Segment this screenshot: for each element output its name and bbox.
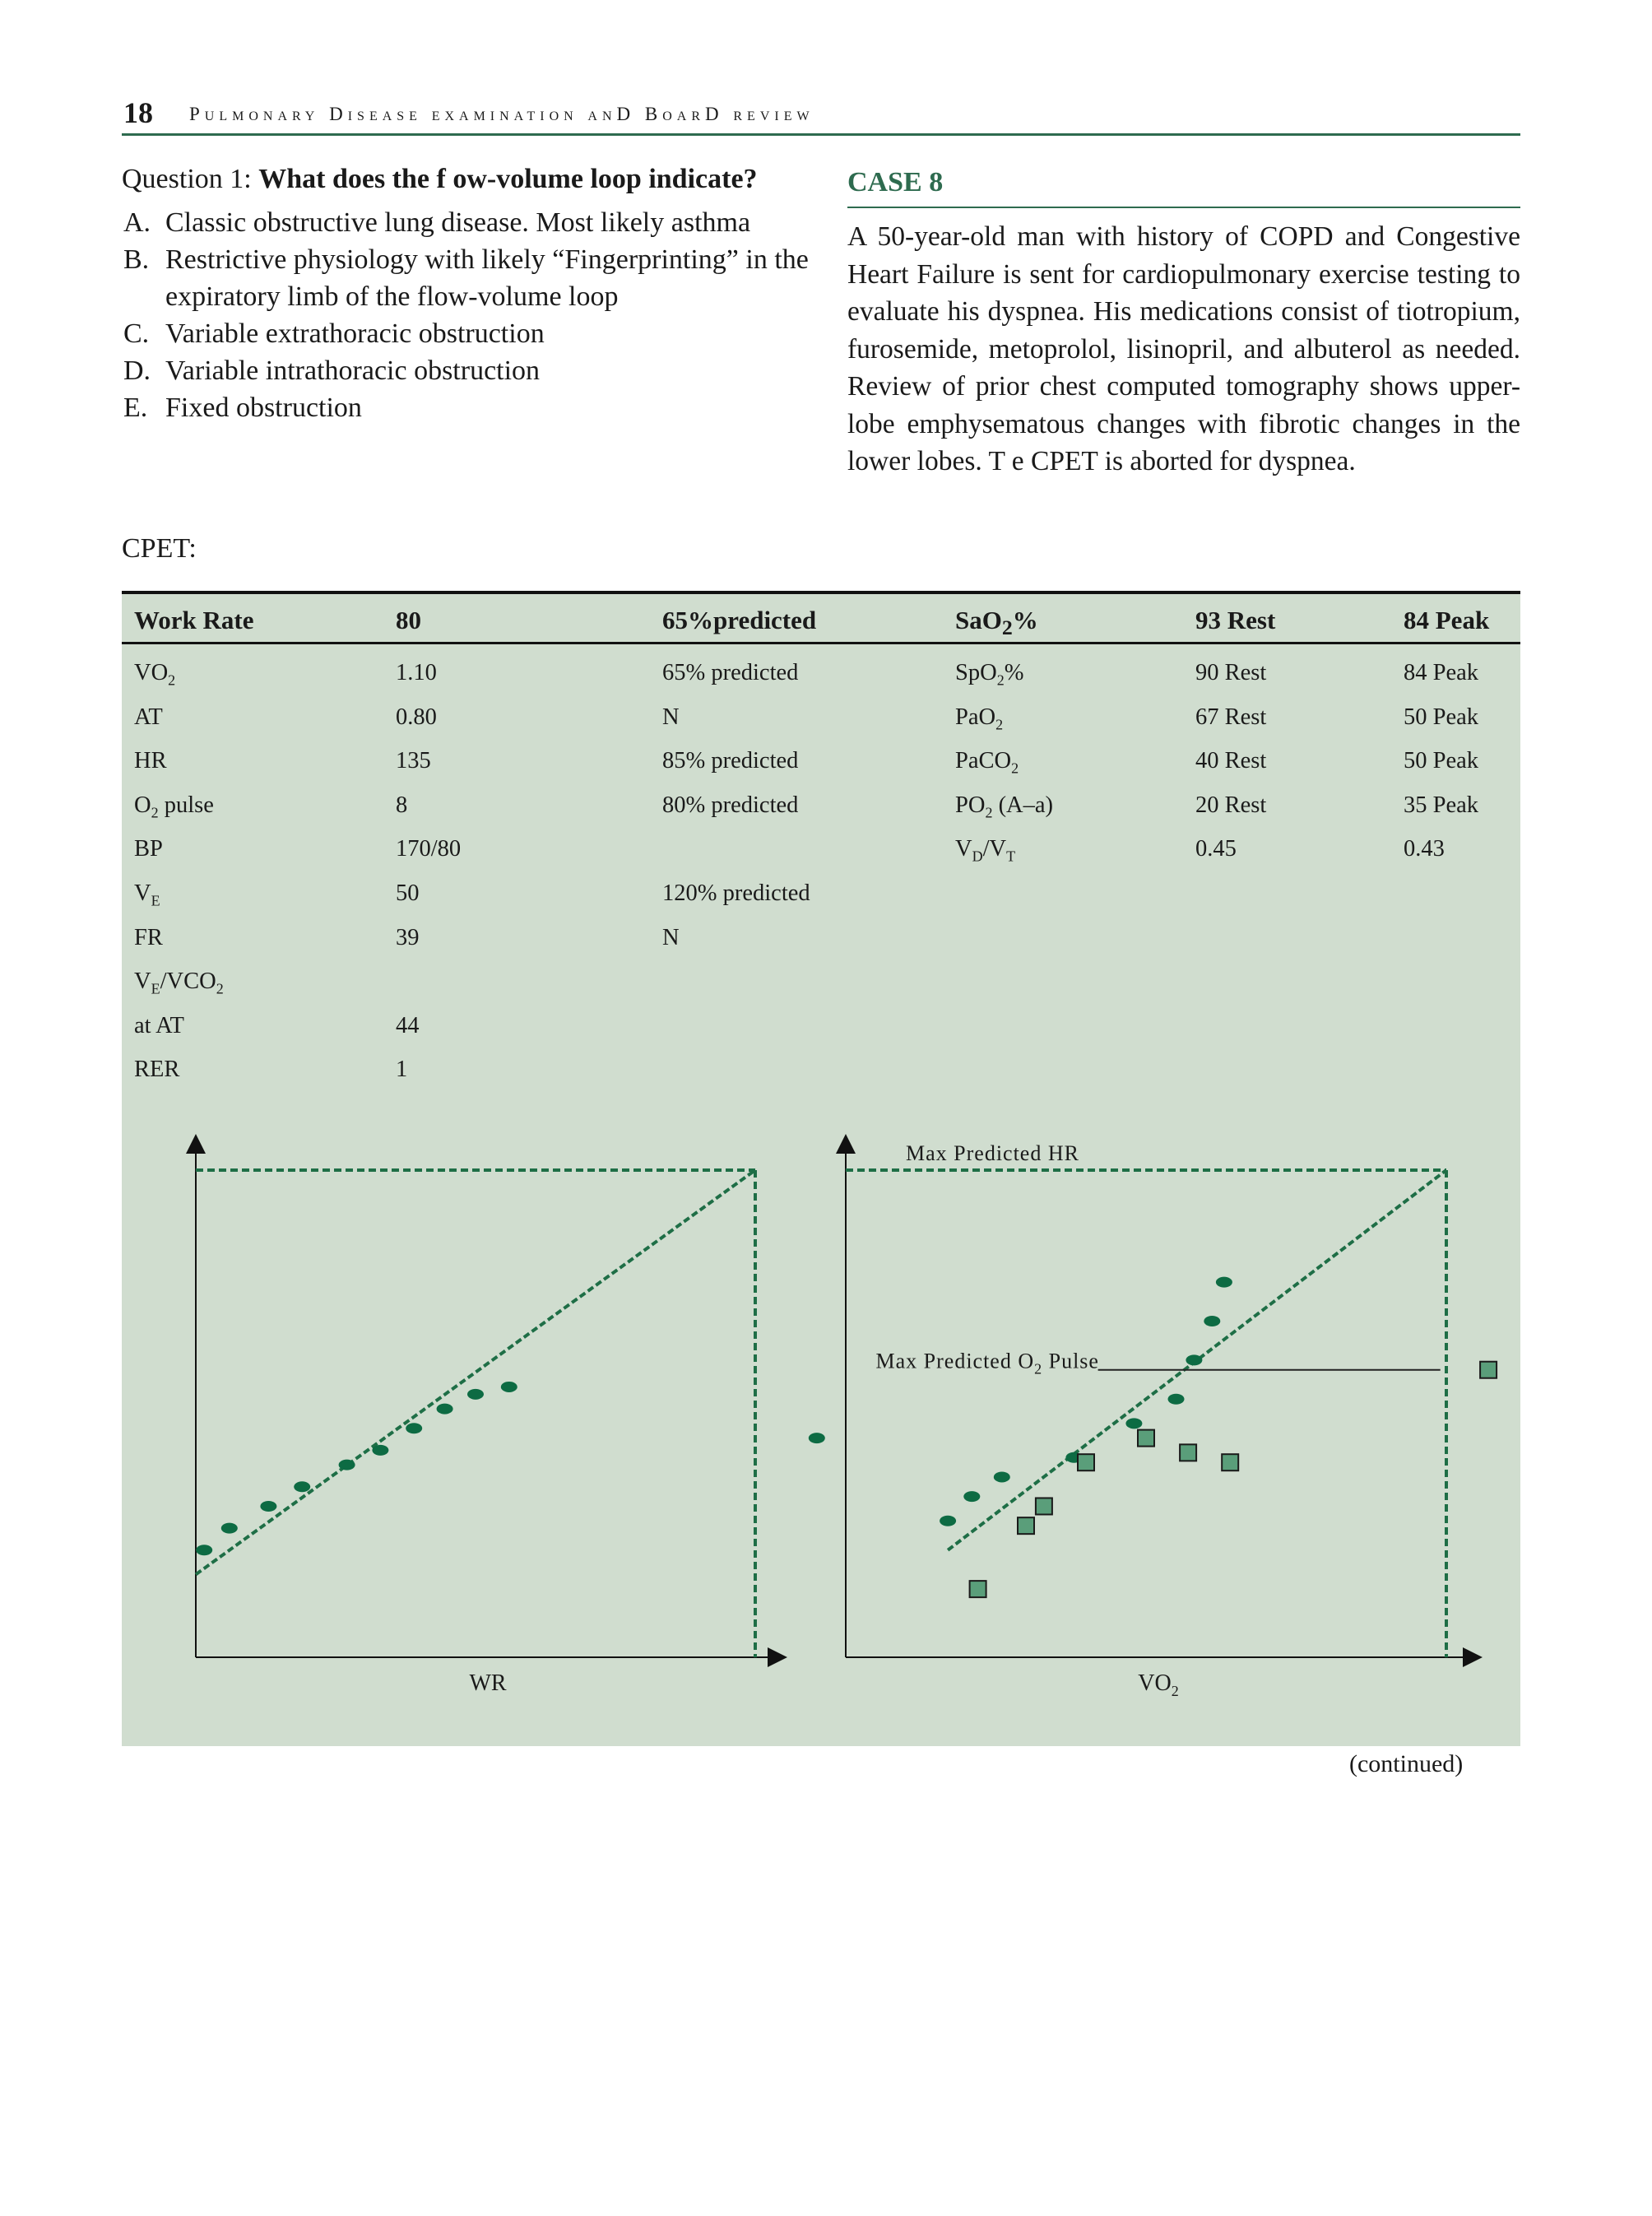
x-axis-label: $VO_2$ <box>1138 1670 1179 1699</box>
table-cell: $VO_2$ <box>134 660 176 689</box>
table-cell: BP <box>134 836 163 862</box>
table-cell: PaCO$_2$ <box>955 748 1019 777</box>
data-point <box>196 1545 212 1555</box>
data-point-square <box>1180 1444 1196 1461</box>
table-header <box>122 594 1520 644</box>
answer-option <box>122 389 829 426</box>
case-text: A 50-year-old man with history of COPD and Congestive Heart Failure is sent for cardiopulmonary exercise testing to evaluate his dyspnea. His medications consist of tiotropium, furosemide, metoprolol, lisinopril, and albuterol as needed. Review of prior chest computed tomography shows upper-lobe emphysematous changes with fibrotic changes in the lower lobes. T e CPET is aborted for dyspnea. <box>847 221 1520 476</box>
option-letter: D. <box>123 355 151 386</box>
question-prefix: Question 1: <box>122 164 259 194</box>
table-cell: $PO_2$ (A–a) <box>955 792 1054 821</box>
table-cell: $V_D/V_T$ <box>955 836 1016 866</box>
table-cell: RER <box>134 1057 180 1083</box>
table-cell: at AT <box>134 1012 184 1038</box>
option-text: Restrictive physiology with likely “Fingerprinting” in the expiratory limb of the flow-volume loop <box>165 244 809 312</box>
header-peak: 84 Peak <box>1404 606 1490 634</box>
table-cell: 50 Peak <box>1404 704 1479 730</box>
data-point <box>294 1481 310 1492</box>
case-block <box>847 167 1520 481</box>
cpet-label: CPET: <box>122 533 197 564</box>
table-cell: HR <box>134 748 167 774</box>
data-point <box>406 1423 422 1433</box>
answer-option <box>122 204 829 241</box>
option-text: Variable extrathoracic obstruction <box>165 318 545 349</box>
table-cell: AT <box>134 704 163 730</box>
answer-option <box>122 352 829 389</box>
answer-option <box>122 315 829 352</box>
data-point <box>1168 1394 1185 1405</box>
data-point <box>994 1471 1010 1482</box>
case-title: CASE 8 <box>847 167 1520 208</box>
table-cell: $O_2$ pulse <box>134 792 214 821</box>
continued-note: (continued) <box>1349 1750 1464 1777</box>
data-point-square <box>1138 1430 1154 1447</box>
data-point <box>940 1516 956 1526</box>
table-cell: 65% predicted <box>662 660 799 685</box>
table-cell: SpO$_2$% <box>955 660 1024 689</box>
page-header <box>122 92 1520 136</box>
table-cell: 84 Peak <box>1404 660 1479 685</box>
data-point <box>467 1389 484 1400</box>
data-point-square <box>1078 1454 1094 1470</box>
header-work-rate-predicted: 65%predicted <box>662 606 817 634</box>
table-cell: 1.10 <box>396 660 437 685</box>
table-cell: $V_E$ <box>134 880 160 909</box>
data-point-square <box>1018 1517 1034 1534</box>
data-point <box>501 1382 517 1392</box>
option-text: Fixed obstruction <box>165 393 362 423</box>
table-cell: 90 Rest <box>1195 660 1267 685</box>
table-cell: 80% predicted <box>662 792 799 818</box>
question-block <box>122 160 829 426</box>
cpet-charts <box>122 1121 1520 1746</box>
table-cell: 0.80 <box>396 704 437 730</box>
table-cell: N <box>662 924 680 950</box>
predicted-line <box>196 1170 755 1574</box>
table-cell: 0.43 <box>1404 836 1445 862</box>
table-cell: 1 <box>396 1057 408 1083</box>
table-cell: 50 <box>396 880 420 906</box>
data-point-square <box>970 1581 986 1597</box>
data-point <box>260 1501 276 1512</box>
header-rest: 93 Rest <box>1195 606 1276 634</box>
table-cell: 0.45 <box>1195 836 1237 862</box>
answer-options <box>122 204 829 426</box>
answer-option <box>122 241 829 315</box>
table-cell: 8 <box>396 792 408 818</box>
table-cell: 85% predicted <box>662 748 799 774</box>
table-cell: 50 Peak <box>1404 748 1479 774</box>
option-text: Variable intrathoracic obstruction <box>165 355 541 386</box>
table-cell: 44 <box>396 1012 420 1038</box>
data-point <box>372 1445 388 1456</box>
table-cell: PaO$_2$ <box>955 704 1004 733</box>
data-point <box>809 1433 825 1443</box>
header-work-rate-value: 80 <box>396 606 421 634</box>
table-cell: 40 Rest <box>1195 748 1267 774</box>
data-point <box>1216 1277 1232 1288</box>
running-head: Pulmonary Disease examination anD BoarD review <box>189 104 814 124</box>
data-point-square <box>1222 1454 1238 1470</box>
table-cell: 39 <box>396 924 420 950</box>
header-work-rate: Work Rate <box>134 606 254 634</box>
data-point-square <box>1036 1498 1052 1514</box>
option-text: Classic obstructive lung disease. Most likely asthma <box>165 207 751 238</box>
table-cell: $V_E/VCO_2$ <box>134 969 224 997</box>
data-point <box>1186 1354 1202 1365</box>
x-axis-label: WR <box>469 1670 507 1696</box>
table-cell: 135 <box>396 748 431 774</box>
option-letter: C. <box>123 318 150 349</box>
data-point <box>1125 1418 1142 1429</box>
option-letter: A. <box>123 207 151 238</box>
max-predicted-hr-label: Max Predicted HR <box>906 1141 1079 1165</box>
max-predicted-o2-pulse-label: Max Predicted $O_2$ Pulse <box>875 1349 1099 1377</box>
page-number: 18 <box>123 96 153 129</box>
table-cell: N <box>662 704 680 730</box>
question-line <box>122 160 829 197</box>
cpet-panel <box>122 591 1520 1746</box>
option-letter: B. <box>123 244 150 275</box>
data-point-square <box>1480 1362 1497 1378</box>
data-point <box>437 1404 453 1415</box>
option-letter: E. <box>123 393 148 423</box>
table-cell: 35 Peak <box>1404 792 1479 818</box>
header-sao2: SaO$_2$% <box>955 606 1038 640</box>
table-cell: FR <box>134 924 163 950</box>
question-text: What does the f ow-volume loop indicate? <box>258 164 758 194</box>
data-point <box>1204 1316 1220 1326</box>
table-cell: 20 Rest <box>1195 792 1267 818</box>
table-cell: 67 Rest <box>1195 704 1267 730</box>
data-point <box>963 1491 980 1502</box>
data-point <box>221 1523 238 1534</box>
table-cell: 120% predicted <box>662 880 810 906</box>
table-cell: 170/80 <box>396 836 462 862</box>
data-point <box>339 1460 355 1470</box>
